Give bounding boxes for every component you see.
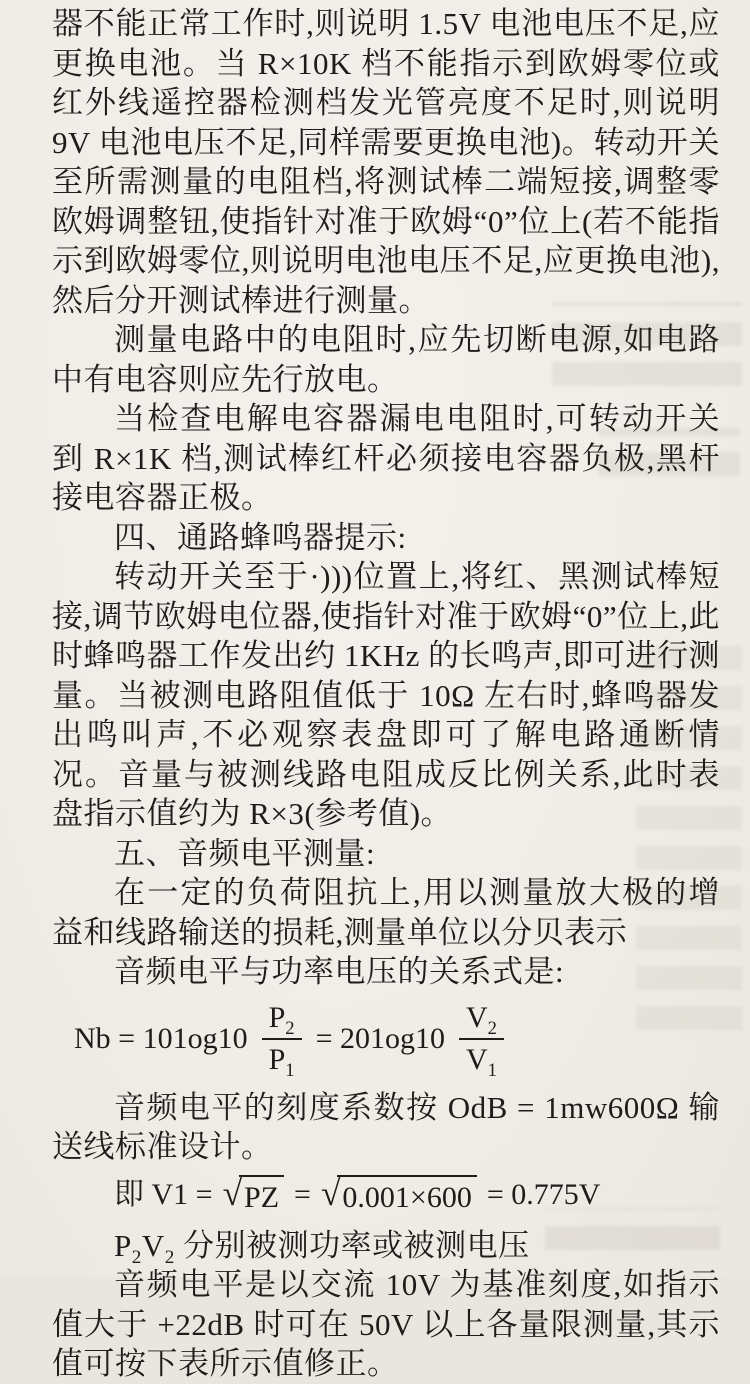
fraction-power-ratio [262, 1000, 302, 1081]
section-heading-buzzer: 四、通路蜂鸣器提示: [114, 519, 407, 555]
formula-equals: = [294, 1178, 311, 1211]
fraction-numerator: $V_2$ [459, 1000, 504, 1040]
sqrt-value: √ 0.001×600 [321, 1175, 477, 1216]
formula-voltage-sqrt [114, 1172, 720, 1216]
paragraph-scale-coefficient: 音频电平的刻度系数按 OdB = 1mw600Ω 输送线标准设计。 [52, 1089, 720, 1164]
paragraph-relation-lead-in: 音频电平与功率电压的关系式是: [114, 954, 565, 989]
paragraph-buzzer-usage: 转动开关至于·)))位置上,将红、黑测试棒短接,调节欧姆电位器,使指针对准于欧姆“0”位上,此时蜂鸣器工作发出约 1KHz 的长鸣声,即可进行测量。当被测电路阻值低于 10Ω 左右时,蜂鸣器发出鸣叫声,不必观察表盘即可了解电路通断情况。音量与被测线路电阻成反比例关系,此时表盘指示值约为 R×3(参考值)。 [52, 559, 720, 831]
paragraph-in-circuit-resistance: 测量电路中的电阻时,应先切断电源,如电路中有电容则应先行放电。 [52, 322, 720, 397]
page-text [52, 4, 720, 1384]
formula-result: = 0.775V [486, 1178, 601, 1211]
fraction-numerator: $P_2$ [262, 1000, 302, 1040]
formula-lead: Nb = 101og10 [74, 1021, 248, 1055]
paragraph-symbol-legend: $P_2V_2$ 分别被测功率或被测电压 [114, 1227, 530, 1268]
radical-sign: √ [320, 1172, 341, 1213]
radical-sign: √ [222, 1172, 243, 1213]
fraction-denominator: $V_1$ [466, 1042, 497, 1081]
paragraph-battery-check: 器不能正常工作时,则说明 1.5V 电池电压不足,应更换电池。当 R×10K 档不能指示到欧姆零位或红外线遥控器检测档发光管亮度不足时,则说明 9V 电池电压不足,同样需要更换电池)。转动开关至所需测量的电阻档,将测试棒二端短接,调整零欧姆调整钮,使指针对准于欧姆“0”位上(若不能指示到欧姆零位,则说明电池电压不足,应更换电池),然后分开测试棒进行测量。 [52, 6, 720, 318]
formula-lead: 即 V1 = [114, 1178, 213, 1211]
formula-mid: = 201og10 [315, 1021, 445, 1055]
paragraph-capacitor-leakage: 当检查电解电容器漏电电阻时,可转动开关到 R×1K 档,测试棒红杆必须接电容器负极,黑杆接电容器正极。 [52, 401, 720, 515]
section-heading-audio-level: 五、音频电平测量: [114, 835, 376, 871]
formula-decibel-relation [74, 1000, 720, 1081]
paragraph-audio-level-intro: 在一定的负荷阻抗上,用以测量放大极的增益和线路输送的损耗,测量单位以分贝表示 [52, 875, 720, 950]
paragraph-reference-scale: 音频电平是以交流 10V 为基准刻度,如指示值大于 +22dB 时可在 50V 以上各量限测量,其示值可按下表所示值修正。 [52, 1267, 720, 1381]
sqrt-pz: √ PZ [223, 1175, 284, 1216]
fraction-voltage-ratio [459, 1000, 504, 1081]
fraction-denominator: $P_1$ [268, 1042, 295, 1081]
